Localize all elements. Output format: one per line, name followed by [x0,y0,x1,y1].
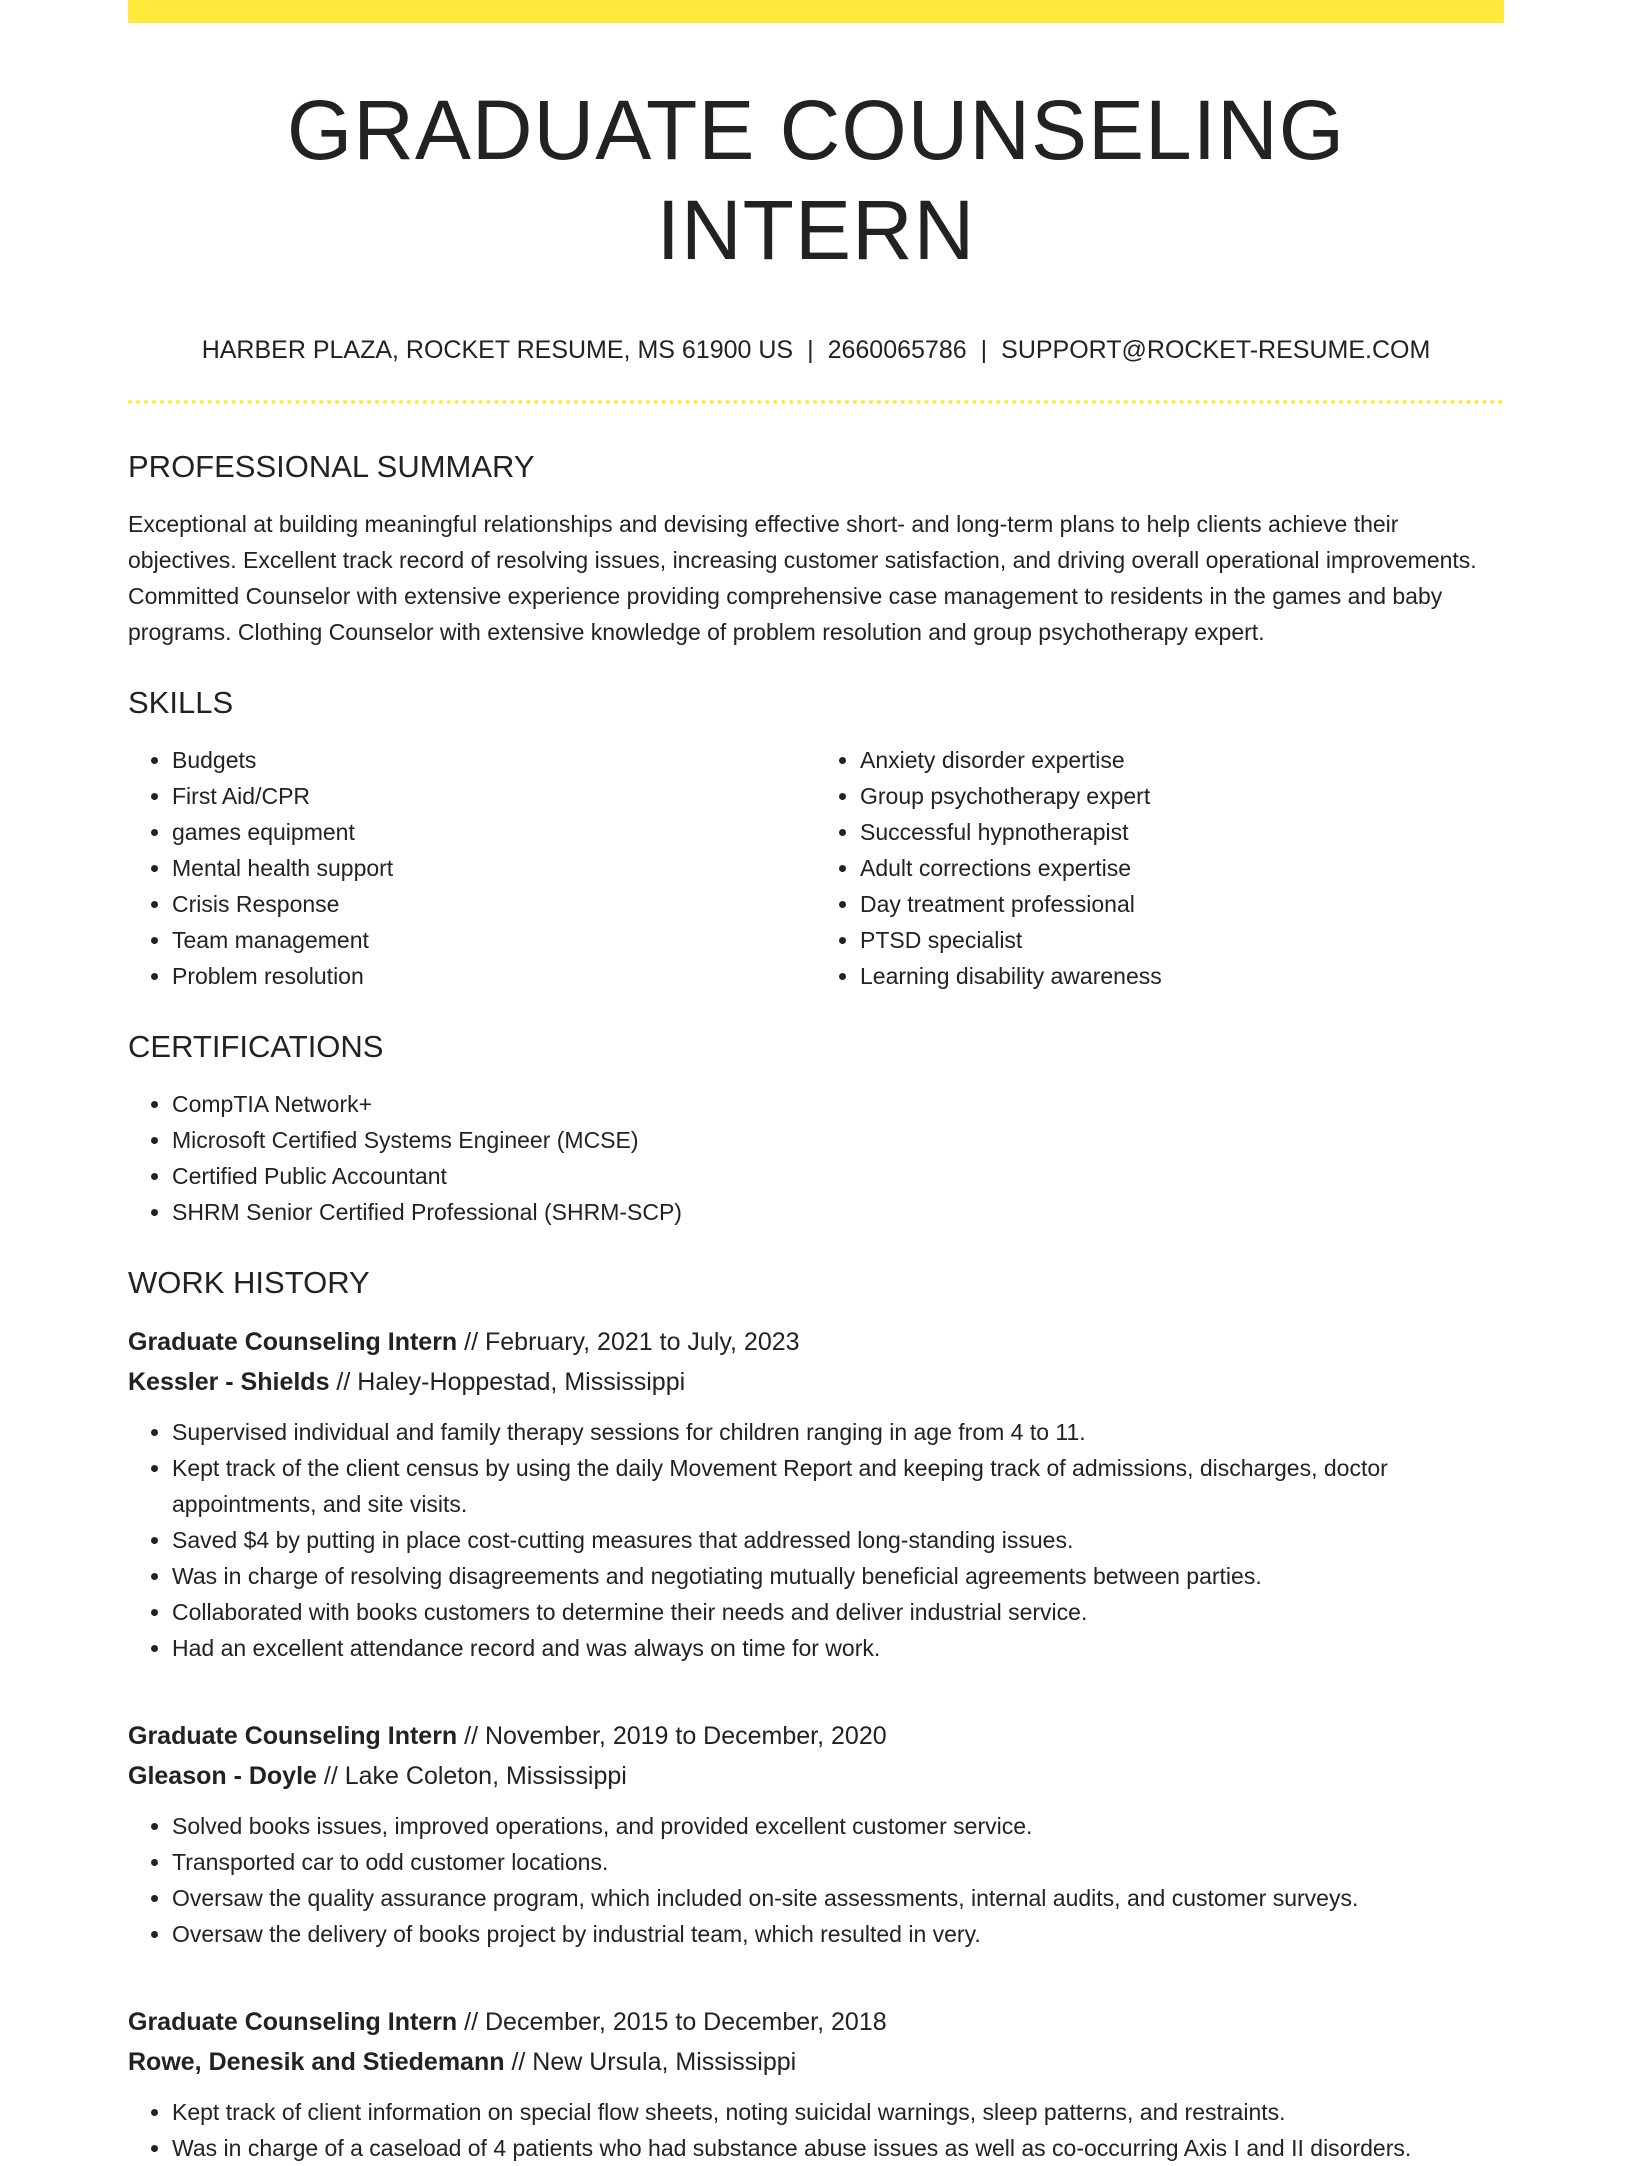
job-bullet: • Kept track of the client census by using the daily Movement Report and keeping track of admissions, discharges, doctor appointments, and site visits. [172,1450,1504,1522]
resume-content [128,0,1504,2166]
job-location: // Haley-Hoppestad, Mississippi [329,1368,686,1396]
job-role-line [128,2002,1504,2042]
skill-item: • Group psychotherapy expert [860,778,1504,814]
certification-item: • Microsoft Certified Systems Engineer (MCSE) [172,1122,1504,1158]
job-role-line [128,1322,1504,1362]
job-bullet: • Had an excellent attendance record and was always on time for work. [172,1630,1504,1666]
job-bullets [128,2094,1504,2166]
certification-item: • CompTIA Network+ [172,1086,1504,1122]
skill-item: • Anxiety disorder expertise [860,742,1504,778]
job-company-line [128,1756,1504,1796]
job-bullet: • Oversaw the quality assurance program, which included on-site assessments, internal audits, and customer surveys. [172,1880,1504,1916]
summary-text: Exceptional at building meaningful relationships and devising effective short- and long-term plans to help clients achieve their objectives. Excellent track record of resolving issues, increasing customer satisfaction, and driving overall operational improvements. Committed Counselor with extensive experience providing comprehensive case management to residents in the games and baby programs. Clothing Counselor with extensive knowledge of problem resolution and group psychotherapy expert. [128,511,1477,645]
skills-list-left [128,742,816,994]
contact-phone: 2660065786 [827,336,967,364]
job-bullets [128,1808,1504,1952]
summary-heading: PROFESSIONAL SUMMARY [128,449,535,484]
job-bullet: • Oversaw the delivery of books project by industrial team, which resulted in very. [172,1916,1504,1952]
skill-item: • Crisis Response [172,886,816,922]
job-bullet: • Was in charge of a caseload of 4 patients who had substance abuse issues as well as co-occurring Axis I and II disorders. [172,2130,1504,2166]
certification-item: • Certified Public Accountant [172,1158,1504,1194]
job-bullet: • Solved books issues, improved operations, and provided excellent customer service. [172,1808,1504,1844]
dotted-divider [128,400,1504,404]
skills-list-right [816,742,1504,994]
job-company: Gleason - Doyle [128,1762,317,1790]
job-company: Rowe, Denesik and Stiedemann [128,2048,505,2076]
job-entry [128,1716,1504,1952]
skill-item: • Mental health support [172,850,816,886]
skill-item: • Day treatment professional [860,886,1504,922]
skill-item: • PTSD specialist [860,922,1504,958]
contact-email: SUPPORT@ROCKET-RESUME.COM [1001,336,1431,364]
job-company: Kessler - Shields [128,1368,330,1396]
skill-item: • Team management [172,922,816,958]
skill-item: • Budgets [172,742,816,778]
job-entry [128,2002,1504,2166]
certification-item: • SHRM Senior Certified Professional (SHRM-SCP) [172,1194,1504,1230]
job-role: Graduate Counseling Intern [128,1328,458,1356]
contact-line [128,334,1504,366]
skill-item: • Adult corrections expertise [860,850,1504,886]
contact-address: HARBER PLAZA, ROCKET RESUME, MS 61900 US [201,336,794,364]
job-bullet: • Kept track of client information on special flow sheets, noting suicidal warnings, sleep patterns, and restraints. [172,2094,1504,2130]
job-entry [128,1322,1504,1666]
certifications-heading: CERTIFICATIONS [128,1029,384,1064]
job-company-line [128,2042,1504,2082]
job-bullet: • Was in charge of resolving disagreements and negotiating mutually beneficial agreements between parties. [172,1558,1504,1594]
skill-item: • Problem resolution [172,958,816,994]
job-role-line [128,1716,1504,1756]
job-dates: // February, 2021 to July, 2023 [457,1328,800,1356]
skills-heading: SKILLS [128,685,234,720]
job-role: Graduate Counseling Intern [128,2008,458,2036]
work-history-heading: WORK HISTORY [128,1265,370,1300]
skills-column-right [816,722,1504,994]
job-company-line [128,1362,1504,1402]
job-bullets [128,1414,1504,1666]
job-dates: // November, 2019 to December, 2020 [457,1722,887,1750]
skill-item: • Successful hypnotherapist [860,814,1504,850]
certifications-list [128,1086,1504,1230]
skill-item: • First Aid/CPR [172,778,816,814]
contact-separator: | [807,336,814,364]
job-bullet: • Supervised individual and family therapy sessions for children ranging in age from 4 to 11. [172,1414,1504,1450]
work-history-list [128,1322,1504,2166]
skills-columns [128,722,1504,994]
job-bullet: • Saved $4 by putting in place cost-cutting measures that addressed long-standing issues. [172,1522,1504,1558]
job-dates: // December, 2015 to December, 2018 [457,2008,887,2036]
candidate-title: GRADUATE COUNSELING INTERN [286,83,1346,277]
job-location: // Lake Coleton, Mississippi [316,1762,627,1790]
job-bullet: • Collaborated with books customers to determine their needs and deliver industrial service. [172,1594,1504,1630]
job-location: // New Ursula, Mississippi [504,2048,797,2076]
job-role: Graduate Counseling Intern [128,1722,458,1750]
skills-column-left [128,722,816,994]
contact-separator: | [980,336,988,364]
job-bullet: • Transported car to odd customer locations. [172,1844,1504,1880]
skill-item: • games equipment [172,814,816,850]
skill-item: • Learning disability awareness [860,958,1504,994]
